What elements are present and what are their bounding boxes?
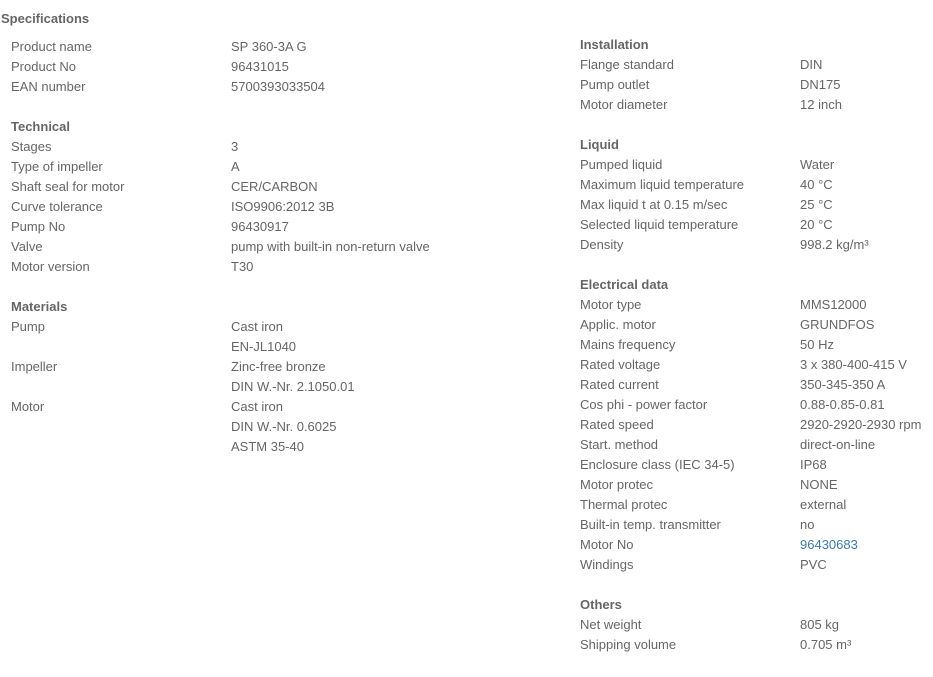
spec-row <box>580 195 930 215</box>
spec-value: Water <box>800 157 835 172</box>
spec-row <box>580 495 930 515</box>
spec-value: 350-345-350 A <box>800 377 886 392</box>
spec-value: SP 360-3A G <box>231 39 307 54</box>
spec-values <box>231 77 551 97</box>
spec-values <box>800 615 930 635</box>
spec-label: Net weight <box>580 617 642 632</box>
spec-label: Motor <box>11 399 45 414</box>
section-title: Materials <box>11 299 68 314</box>
spec-row <box>11 257 551 277</box>
spec-row <box>11 37 551 57</box>
spec-values <box>231 37 551 57</box>
spec-section-technical <box>11 117 551 277</box>
spec-values <box>800 175 930 195</box>
spec-label: Pump <box>11 319 45 334</box>
spec-values <box>231 217 551 237</box>
section-title: Others <box>580 597 622 612</box>
spec-value: T30 <box>231 259 254 274</box>
spec-values <box>800 295 930 315</box>
spec-label: Built-in temp. transmitter <box>580 517 721 532</box>
spec-row <box>580 455 930 475</box>
spec-value: 40 °C <box>800 177 833 192</box>
spec-values <box>231 397 551 457</box>
section-title: Installation <box>580 37 649 52</box>
spec-label: Windings <box>580 557 634 572</box>
spec-values <box>800 495 930 515</box>
spec-row <box>580 435 930 455</box>
spec-values <box>231 197 551 217</box>
spec-row <box>11 317 551 357</box>
spec-label: Flange standard <box>580 57 674 72</box>
spec-value: 12 inch <box>800 97 842 112</box>
spec-values <box>231 177 551 197</box>
spec-values <box>800 395 930 415</box>
spec-section-electrical-data <box>580 275 930 575</box>
spec-row <box>580 635 930 655</box>
spec-row <box>11 57 551 77</box>
spec-row <box>580 295 930 315</box>
spec-value: GRUNDFOS <box>800 317 875 332</box>
spec-row <box>580 235 930 255</box>
spec-label: Mains frequency <box>580 337 676 352</box>
spec-value: Cast iron <box>231 399 284 414</box>
spec-row <box>11 77 551 97</box>
spec-values <box>231 237 551 257</box>
spec-values <box>800 515 930 535</box>
spec-values <box>800 195 930 215</box>
spec-row <box>580 375 930 395</box>
spec-values <box>800 215 930 235</box>
spec-values <box>800 635 930 655</box>
spec-value: DIN W.-Nr. 0.6025 <box>231 419 337 434</box>
spec-values <box>800 555 930 575</box>
spec-value: 5700393033504 <box>231 79 325 94</box>
spec-label: Stages <box>11 139 52 154</box>
spec-value: 3 <box>231 139 239 154</box>
spec-row <box>11 397 551 457</box>
spec-row <box>11 357 551 397</box>
spec-label: Thermal protec <box>580 497 668 512</box>
spec-label: Motor type <box>580 297 642 312</box>
left-spec-column <box>11 37 551 477</box>
spec-label: Rated speed <box>580 417 654 432</box>
spec-section-others <box>580 595 930 655</box>
spec-value: external <box>800 497 847 512</box>
spec-values <box>800 375 930 395</box>
spec-value: 50 Hz <box>800 337 834 352</box>
spec-value: 0.88-0.85-0.81 <box>800 397 885 412</box>
spec-label: Curve tolerance <box>11 199 103 214</box>
spec-values <box>800 315 930 335</box>
spec-values <box>800 75 930 95</box>
spec-values <box>800 335 930 355</box>
spec-values <box>231 137 551 157</box>
spec-row <box>580 355 930 375</box>
spec-value: 0.705 m³ <box>800 637 852 652</box>
spec-row <box>580 335 930 355</box>
spec-label: Impeller <box>11 359 58 374</box>
spec-values <box>800 435 930 455</box>
spec-row <box>580 475 930 495</box>
spec-label: Enclosure class (IEC 34-5) <box>580 457 735 472</box>
spec-value: 25 °C <box>800 197 833 212</box>
spec-values <box>231 317 551 357</box>
spec-value: 96431015 <box>231 59 289 74</box>
spec-values <box>231 357 551 397</box>
spec-row <box>580 555 930 575</box>
spec-value-link[interactable]: 96430683 <box>800 537 858 552</box>
spec-row <box>580 315 930 335</box>
spec-value: 20 °C <box>800 217 833 232</box>
spec-label: Max liquid t at 0.15 m/sec <box>580 197 728 212</box>
spec-label: Applic. motor <box>580 317 656 332</box>
spec-label: Pump No <box>11 219 66 234</box>
spec-value: ISO9906:2012 3B <box>231 199 335 214</box>
spec-label: Cos phi - power factor <box>580 397 708 412</box>
spec-values <box>800 455 930 475</box>
spec-row <box>580 615 930 635</box>
spec-row <box>580 395 930 415</box>
spec-section-installation <box>580 35 930 115</box>
spec-row <box>580 155 930 175</box>
spec-label: Motor No <box>580 537 634 552</box>
spec-label: Rated voltage <box>580 357 661 372</box>
spec-row <box>580 215 930 235</box>
spec-value: 805 kg <box>800 617 840 632</box>
spec-label: Product No <box>11 59 77 74</box>
spec-label: Start. method <box>580 437 659 452</box>
section-title: Technical <box>11 119 71 134</box>
spec-label: Selected liquid temperature <box>580 217 739 232</box>
spec-values <box>800 475 930 495</box>
spec-row <box>11 177 551 197</box>
spec-label: EAN number <box>11 79 86 94</box>
spec-label: Shaft seal for motor <box>11 179 125 194</box>
spec-value: no <box>800 517 815 532</box>
spec-value: DIN <box>800 57 823 72</box>
section-title: Electrical data <box>580 277 669 292</box>
spec-values <box>800 535 930 555</box>
spec-values <box>800 155 930 175</box>
spec-row <box>11 157 551 177</box>
spec-values <box>231 257 551 277</box>
spec-row <box>580 415 930 435</box>
spec-row <box>580 515 930 535</box>
spec-value: DN175 <box>800 77 841 92</box>
spec-row <box>580 55 930 75</box>
spec-row <box>11 237 551 257</box>
spec-label: Motor diameter <box>580 97 668 112</box>
spec-label: Pumped liquid <box>580 157 663 172</box>
spec-row <box>580 75 930 95</box>
spec-value: CER/CARBON <box>231 179 318 194</box>
spec-value: 96430917 <box>231 219 289 234</box>
section-title: Liquid <box>580 137 619 152</box>
spec-values <box>800 235 930 255</box>
spec-label: Shipping volume <box>580 637 677 652</box>
spec-section-general <box>11 37 551 97</box>
spec-label: Maximum liquid temperature <box>580 177 745 192</box>
spec-value: NONE <box>800 477 838 492</box>
spec-values <box>800 95 930 115</box>
spec-values <box>231 57 551 77</box>
spec-value: ASTM 35-40 <box>231 439 304 454</box>
spec-value: A <box>231 159 240 174</box>
spec-value: DIN W.-Nr. 2.1050.01 <box>231 379 355 394</box>
page-title: Specifications <box>1 11 90 26</box>
spec-row <box>580 95 930 115</box>
spec-value: MMS12000 <box>800 297 867 312</box>
spec-value: direct-on-line <box>800 437 876 452</box>
spec-value: 998.2 kg/m³ <box>800 237 869 252</box>
spec-label: Pump outlet <box>580 77 650 92</box>
spec-label: Density <box>580 237 624 252</box>
spec-row <box>11 137 551 157</box>
spec-value: pump with built-in non-return valve <box>231 239 430 254</box>
spec-section-materials <box>11 297 551 457</box>
spec-value: Zinc-free bronze <box>231 359 326 374</box>
spec-row <box>580 175 930 195</box>
spec-label: Valve <box>11 239 43 254</box>
spec-values <box>800 415 930 435</box>
right-spec-column <box>580 35 930 675</box>
spec-value: EN-JL1040 <box>231 339 297 354</box>
spec-value: 2920-2920-2930 rpm <box>800 417 922 432</box>
spec-value: Cast iron <box>231 319 284 334</box>
spec-row <box>11 197 551 217</box>
spec-label: Motor version <box>11 259 90 274</box>
spec-label: Rated current <box>580 377 659 392</box>
spec-label: Product name <box>11 39 92 54</box>
spec-value: 3 x 380-400-415 V <box>800 357 907 372</box>
spec-value: PVC <box>800 557 827 572</box>
spec-values <box>800 55 930 75</box>
spec-row <box>11 217 551 237</box>
spec-values <box>800 355 930 375</box>
spec-row <box>580 535 930 555</box>
spec-section-liquid <box>580 135 930 255</box>
spec-label: Type of impeller <box>11 159 103 174</box>
spec-value: IP68 <box>800 457 827 472</box>
spec-label: Motor protec <box>580 477 653 492</box>
spec-values <box>231 157 551 177</box>
